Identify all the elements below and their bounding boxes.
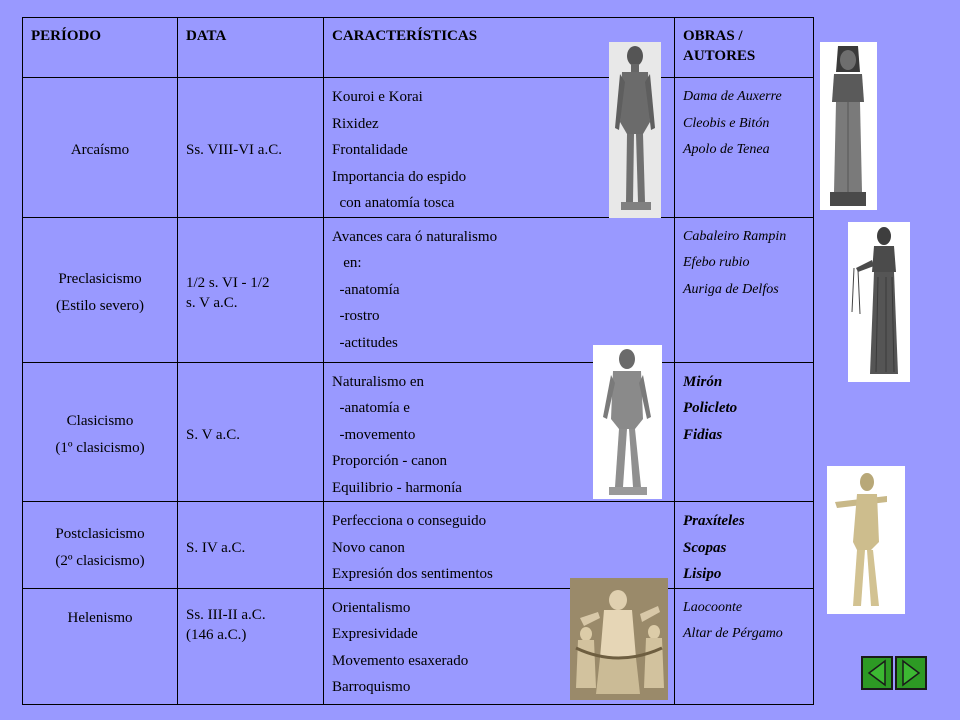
table-row — [23, 217, 814, 362]
period-line: (1º clasicismo) — [55, 439, 145, 456]
table-row — [23, 78, 814, 218]
table-header-row — [23, 18, 814, 78]
arrow-left-icon — [863, 658, 891, 688]
feature-line: -anatomía — [332, 281, 400, 298]
header-features: CARACTERÍSTICAS — [324, 18, 675, 78]
works-cell — [675, 362, 814, 502]
period-cell — [23, 78, 178, 218]
date-line: s. V a.C. — [186, 294, 238, 311]
works-cell — [675, 78, 814, 218]
kouros-statue-image — [609, 42, 661, 218]
feature-line: Kouroi e Korai — [332, 89, 423, 105]
feature-line: con anatomía tosca — [332, 195, 455, 211]
feature-line: -anatomía e — [332, 400, 410, 416]
works-cell — [675, 217, 814, 362]
work-line: Fidias — [683, 426, 723, 443]
feature-line: Importancia do espido — [332, 168, 467, 185]
table-row — [23, 588, 814, 704]
features-cell — [324, 217, 675, 362]
art-periods-table — [22, 17, 814, 705]
feature-line: Rixidez — [332, 115, 379, 132]
period-cell — [23, 217, 178, 362]
laocoonte-group-image — [570, 578, 668, 700]
work-line: Auriga de Delfos — [683, 281, 779, 297]
feature-line: en: — [332, 255, 362, 271]
feature-line: -rostro — [332, 308, 380, 324]
work-line: Praxíteles — [683, 513, 745, 529]
feature-line: Perfecciona o conseguido — [332, 513, 487, 529]
date-line: 1/2 s. VI - 1/2 — [186, 274, 270, 291]
works-cell — [675, 588, 814, 704]
feature-line: -actitudes — [332, 334, 398, 351]
apoxyomenos-statue-image — [827, 466, 905, 614]
date-cell — [178, 588, 324, 704]
work-line: Cleobis e Bitón — [683, 115, 770, 131]
period-line: (Estilo severo) — [56, 297, 144, 314]
work-line: Lisipo — [683, 566, 722, 582]
feature-line: Proporción - canon — [332, 453, 447, 469]
arrow-right-icon — [897, 658, 925, 688]
work-line: Cabaleiro Rampin — [683, 228, 787, 244]
table-row — [23, 362, 814, 502]
period-line: Helenismo — [67, 609, 133, 626]
date-cell — [178, 217, 324, 362]
feature-line: Orientalismo — [332, 599, 411, 616]
work-line: Policleto — [683, 400, 738, 416]
feature-line: Movemento esaxerado — [332, 652, 469, 669]
feature-line: Frontalidade — [332, 142, 408, 158]
feature-line: Novo canon — [332, 539, 405, 556]
work-line: Apolo de Tenea — [683, 142, 770, 157]
period-line: Arcaísmo — [70, 142, 130, 158]
date-cell — [178, 362, 324, 502]
next-button[interactable] — [895, 656, 927, 690]
feature-line: -movemento — [332, 426, 416, 443]
period-cell — [23, 588, 178, 704]
feature-line: Avances cara ó naturalismo — [332, 228, 498, 245]
date-line: Ss. III-II a.C. — [186, 606, 266, 623]
header-works: OBRAS / AUTORES — [675, 18, 814, 78]
date-line: Ss. VIII-VI a.C. — [186, 142, 282, 159]
work-line: Efebo rubio — [683, 255, 750, 270]
auriga-de-delfos-statue-image — [848, 222, 910, 382]
period-cell — [23, 502, 178, 589]
date-cell — [178, 78, 324, 218]
period-line: Clasicismo — [66, 413, 134, 430]
date-line: S. V a.C. — [186, 426, 241, 443]
dama-de-auxerre-statue-image — [820, 42, 877, 210]
date-cell — [178, 502, 324, 589]
feature-line: Naturalismo en — [332, 373, 425, 390]
feature-line: Barroquismo — [332, 679, 411, 695]
features-cell — [324, 502, 675, 589]
work-line: Altar de Pérgamo — [683, 626, 783, 641]
doryphoros-statue-image — [593, 345, 662, 499]
table-row — [23, 502, 814, 589]
period-line: Postclasicismo — [55, 526, 145, 543]
date-line: (146 a.C.) — [186, 626, 247, 643]
work-line: Mirón — [683, 373, 723, 390]
header-date: DATA — [178, 18, 324, 78]
work-line: Laocoonte — [683, 599, 743, 615]
header-period: PERÍODO — [23, 18, 178, 78]
period-cell — [23, 362, 178, 502]
feature-line: Expresividade — [332, 626, 418, 642]
previous-button[interactable] — [861, 656, 893, 690]
date-line: S. IV a.C. — [186, 539, 246, 556]
period-line: Preclasicismo — [58, 271, 142, 287]
period-line: (2º clasicismo) — [55, 552, 145, 569]
work-line: Dama de Auxerre — [683, 89, 782, 104]
feature-line: Expresión dos sentimentos — [332, 566, 493, 582]
works-cell — [675, 502, 814, 589]
work-line: Scopas — [683, 539, 727, 556]
feature-line: Equilibrio - harmonía — [332, 479, 462, 496]
